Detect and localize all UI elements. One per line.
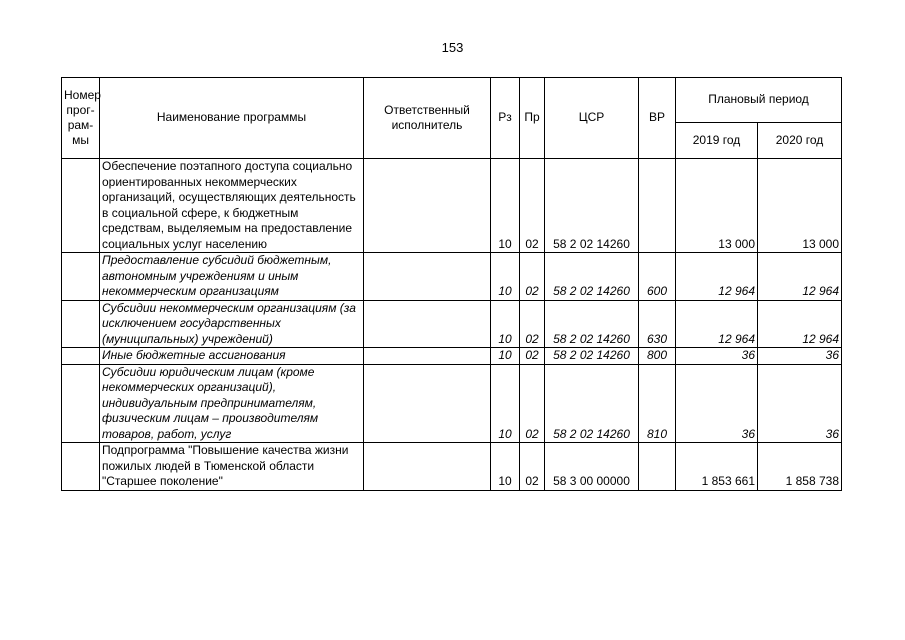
row-2020: 12 964 [758, 253, 842, 301]
row-executor [364, 300, 491, 348]
row-executor [364, 443, 491, 491]
header-plan-period: Плановый период [676, 78, 842, 123]
row-pr: 02 [520, 348, 545, 365]
row-vr [639, 443, 676, 491]
row-rz: 10 [491, 348, 520, 365]
row-2019: 1 853 661 [676, 443, 758, 491]
row-vr: 810 [639, 364, 676, 443]
row-2019: 12 964 [676, 300, 758, 348]
row-name: Предоставление субсидий бюджетным, автономным учреждениям и иным некоммерческим организациям [100, 253, 364, 301]
row-nomer [62, 348, 100, 365]
table-row [62, 443, 842, 491]
header-csr: ЦСР [545, 78, 639, 159]
row-vr: 600 [639, 253, 676, 301]
row-pr: 02 [520, 159, 545, 253]
row-vr [639, 159, 676, 253]
row-pr: 02 [520, 364, 545, 443]
row-name: Субсидии некоммерческим организациям (за исключением государственных (муниципальных) учреждений) [100, 300, 364, 348]
row-csr: 58 2 02 14260 [545, 300, 639, 348]
row-nomer [62, 300, 100, 348]
table-row [62, 348, 842, 365]
row-rz: 10 [491, 443, 520, 491]
budget-table [61, 77, 842, 491]
row-nomer [62, 253, 100, 301]
row-rz: 10 [491, 253, 520, 301]
header-pr: Пр [520, 78, 545, 159]
row-executor [364, 159, 491, 253]
table-row [62, 253, 842, 301]
page-number: 153 [441, 40, 464, 55]
table-row [62, 364, 842, 443]
row-pr: 02 [520, 253, 545, 301]
row-executor [364, 253, 491, 301]
row-2020: 36 [758, 348, 842, 365]
row-name: Субсидии юридическим лицам (кроме некоммерческих организаций), индивидуальным предпринимателям, физическим лицам – производителям товаров, работ, услуг [100, 364, 364, 443]
header-rz: Рз [491, 78, 520, 159]
row-pr: 02 [520, 443, 545, 491]
row-name: Подпрограмма "Повышение качества жизни пожилых людей в Тюменской области "Старшее поколение" [100, 443, 364, 491]
row-csr: 58 2 02 14260 [545, 364, 639, 443]
row-2019: 36 [676, 348, 758, 365]
row-name: Обеспечение поэтапного доступа социально ориентированных некоммерческих организаций, осуществляющих деятельность в социальной сфере, к бюджетным средствам, выделяемым на предоставление социальных услуг населению [100, 159, 364, 253]
row-2020: 1 858 738 [758, 443, 842, 491]
header-2019: 2019 год [676, 123, 758, 159]
table-row [62, 159, 842, 253]
row-rz: 10 [491, 364, 520, 443]
row-executor [364, 364, 491, 443]
header-vr: ВР [639, 78, 676, 159]
row-rz: 10 [491, 159, 520, 253]
row-csr: 58 2 02 14260 [545, 253, 639, 301]
row-nomer [62, 364, 100, 443]
row-csr: 58 3 00 00000 [545, 443, 639, 491]
header-nomer: Номер прог-рам-мы [62, 78, 100, 159]
header-name: Наименование программы [100, 78, 364, 159]
header-executor: Ответственный исполнитель [364, 78, 491, 159]
row-rz: 10 [491, 300, 520, 348]
row-csr: 58 2 02 14260 [545, 348, 639, 365]
row-2019: 36 [676, 364, 758, 443]
header-row-1 [62, 78, 842, 123]
row-nomer [62, 443, 100, 491]
row-2020: 36 [758, 364, 842, 443]
row-2020: 13 000 [758, 159, 842, 253]
row-vr: 800 [639, 348, 676, 365]
row-name: Иные бюджетные ассигнования [100, 348, 364, 365]
row-2019: 12 964 [676, 253, 758, 301]
row-pr: 02 [520, 300, 545, 348]
header-2020: 2020 год [758, 123, 842, 159]
row-2019: 13 000 [676, 159, 758, 253]
row-nomer [62, 159, 100, 253]
row-vr: 630 [639, 300, 676, 348]
row-2020: 12 964 [758, 300, 842, 348]
table-row [62, 300, 842, 348]
row-csr: 58 2 02 14260 [545, 159, 639, 253]
row-executor [364, 348, 491, 365]
